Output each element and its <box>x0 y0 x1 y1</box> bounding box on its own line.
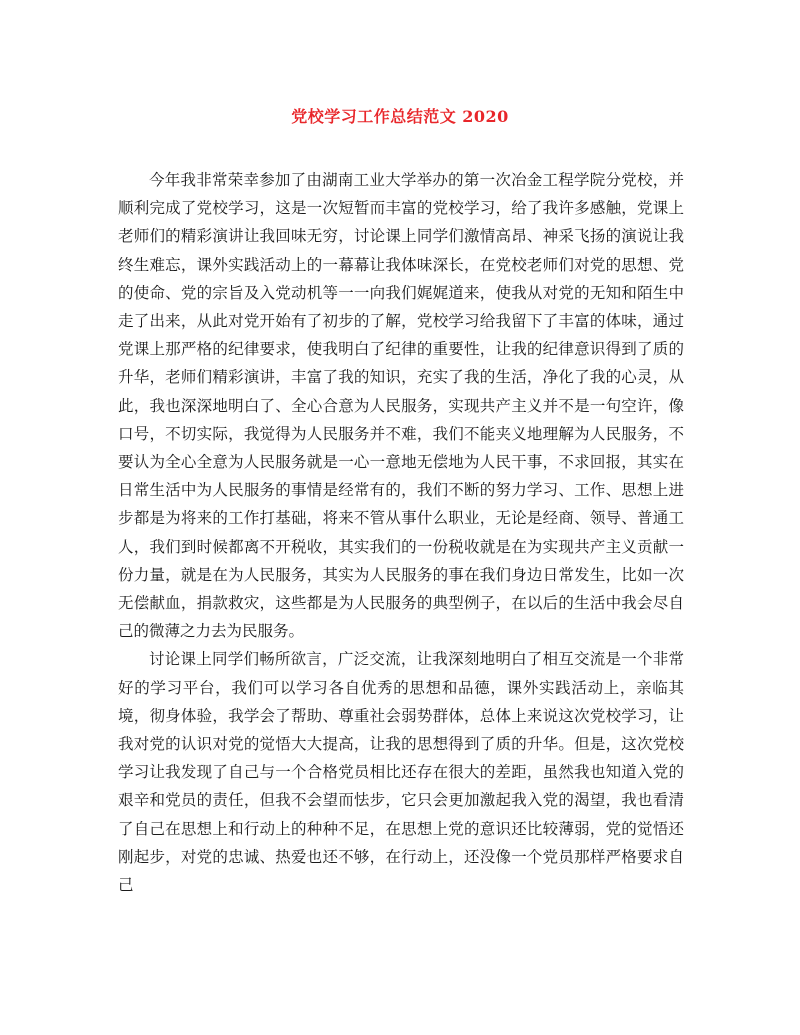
document-body <box>118 166 684 899</box>
paragraph-1: 今年我非常荣幸参加了由湖南工业大学举办的第一次冶金工程学院分党校，并顺利完成了党校学习，这是一次短暂而丰富的党校学习，给了我许多感触，党课上老师们的精彩演讲让我回味无穷，讨论课上同学们激情高昂、神采飞扬的演说让我终生难忘，课外实践活动上的一幕幕让我体味深长，在党校老师们对党的思想、党的使命、党的宗旨及入党动机等一一向我们娓娓道来，使我从对党的无知和陌生中走了出来，从此对党开始有了初步的了解，党校学习给我留下了丰富的体味，通过党课上那严格的纪律要求，使我明白了纪律的重要性，让我的纪律意识得到了质的升华，老师们精彩演讲，丰富了我的知识，充实了我的生活，净化了我的心灵，从此，我也深深地明白了、全心合意为人民服务，实现共产主义并不是一句空许，像口号，不切实际，我觉得为人民服务并不难，我们不能夹义地理解为人民服务，不要认为全心全意为人民服务就是一心一意地无偿地为人民干事，不求回报，其实在日常生活中为人民服务的事情是经常有的，我们不断的努力学习、工作、思想上进步都是为将来的工作打基础，将来不管从事什么职业，无论是经商、领导、普通工人，我们到时候都离不开税收，其实我们的一份税收就是在为实现共产主义贡献一份力量，就是在为人民服务，其实为人民服务的事在我们身边日常发生，比如一次无偿献血，捐款救灾，这些都是为人民服务的典型例子，在以后的生活中我会尽自己的微薄之力去为民服务。 <box>118 171 684 641</box>
paragraph-2: 讨论课上同学们畅所欲言，广泛交流，让我深刻地明白了相互交流是一个非常好的学习平台，我们可以学习各自优秀的思想和品德，课外实践活动上，亲临其境，彻身体验，我学会了帮助、尊重社会弱势群体，总体上来说这次党校学习，让我对党的认识对党的觉悟大大提高，让我的思想得到了质的升华。但是，这次党校学习让我发现了自己与一个合格党员相比还存在很大的差距，虽然我也知道入党的艰辛和党员的责任，但我不会望而怯步，它只会更加激起我入党的渴望，我也看清了自己在思想上和行动上的种种不足，在思想上党的意识还比较薄弱，党的觉悟还刚起步，对党的忠诚、热爱也还不够，在行动上，还没像一个党员那样严格要求自己 <box>118 650 684 895</box>
document-title: 党校学习工作总结范文 2020 <box>291 107 509 126</box>
